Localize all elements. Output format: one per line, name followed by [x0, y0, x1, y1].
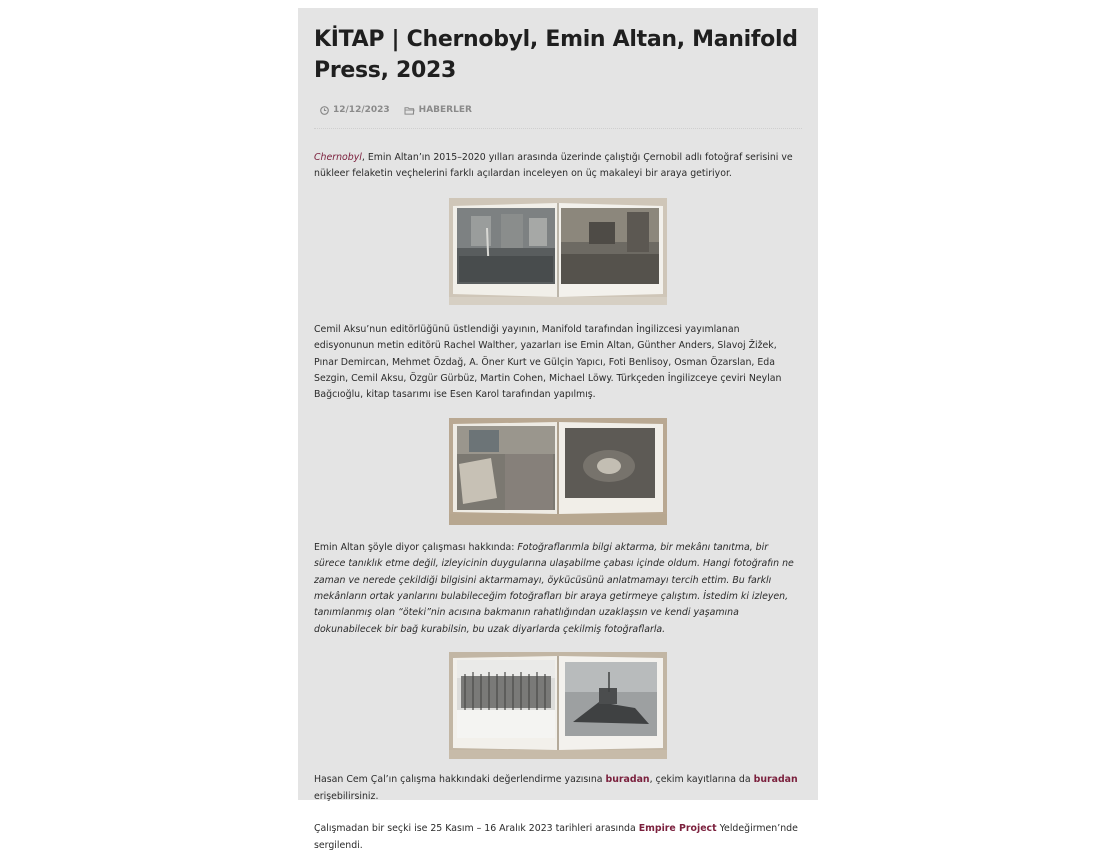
post-meta: [314, 102, 802, 129]
intro-text: , Emin Altan’ın 2015–2020 yılları arasında üzerinde çalıştığı Çernobil adlı fotoğraf serisini ve nükleer felaketin veçhelerini farklı açılardan inceleyen on üç makaleyi bir araya getiriyor.: [314, 152, 793, 180]
review-text-1: Hasan Cem Çal’ın çalışma hakkındaki değerlendirme yazısına: [314, 774, 606, 786]
footage-link[interactable]: buradan: [753, 774, 798, 786]
quote-text: Fotoğraflarımla bilgi aktarma, bir mekânı tanıtma, bir sürece tanıklık etme değil, izleyicinin duygularına ulaşabilme çabası içinde oldum. Hangi fotoğrafın ne zaman ve nerede çekildiği bilgisini aktarmamayı, öykücüsünü anlatmamayı tercih ettim. Bu farklı mekânların ortak yanlarını bulabileceğim fotoğrafları bir araya getirmeye çalıştım. İstedim ki izleyen, tanımlanmış olan “öteki”nin acısına bakmanın rahatlığından uzaklaşsın ve kendi yaşamına dokunabilecek bir bağ kurabilsin, bu uzak diyarlarda çekilmiş fotoğraflarla.: [314, 541, 794, 635]
post-category-link[interactable]: HABERLER: [418, 105, 472, 115]
review-link[interactable]: buradan: [605, 774, 650, 786]
review-links-paragraph: [314, 772, 802, 805]
post-category[interactable]: [404, 105, 472, 115]
review-text-2: , çekim kayıtlarına da: [649, 774, 754, 786]
book-spread-photo-1: [449, 198, 667, 305]
quote-paragraph: [314, 540, 802, 638]
intro-paragraph: [314, 150, 802, 183]
exhibition-paragraph: [314, 821, 802, 854]
post-date-text: 12/12/2023: [333, 105, 390, 115]
article-title[interactable]: KİTAP | Chernobyl, Emin Altan, Manifold Press, 2023: [314, 27, 798, 83]
exhibition-text-2: Yeldeğirmen’nde sergilendi.: [314, 823, 798, 851]
post-date: [320, 105, 390, 115]
clock-icon: [320, 106, 329, 115]
book-spread-photo-3: [449, 652, 667, 759]
folder-icon: [404, 106, 415, 115]
book-title-italic: Chernobyl: [314, 152, 362, 163]
review-text-3: erişebilirsiniz.: [314, 790, 379, 802]
credits-paragraph: Cemil Aksu’nun editörlüğünü üstlendiği yayının, Manifold tarafından İngilizcesi yayımlanan edisyonunun metin editörü Rachel Walther, yazarları ise Emin Altan, Günther Anders, Slavoj Žižek, Pınar Demircan, Mehmet Özdağ, A. Öner Kurt ve Gülçin Yapıcı, Foti Benlisoy, Osman Özarslan, Eda Sezgin, Cemil Aksu, Özgür Gürbüz, Martin Cohen, Michael Löwy. Türkçeden İngilizceye çeviri Neylan Bağcıoğlu, kitap tasarımı ise Esen Karol tarafından yapılmış.: [314, 323, 782, 401]
exhibition-text-1: Çalışmadan bir seçki ise 25 Kasım – 16 Aralık 2023 tarihleri arasında: [314, 823, 639, 835]
quote-lead: Emin Altan şöyle diyor çalışması hakkında:: [314, 541, 518, 553]
article-card: [298, 8, 818, 851]
book-spread-photo-2: [449, 418, 667, 525]
empire-project-link[interactable]: Empire Project: [638, 823, 717, 835]
